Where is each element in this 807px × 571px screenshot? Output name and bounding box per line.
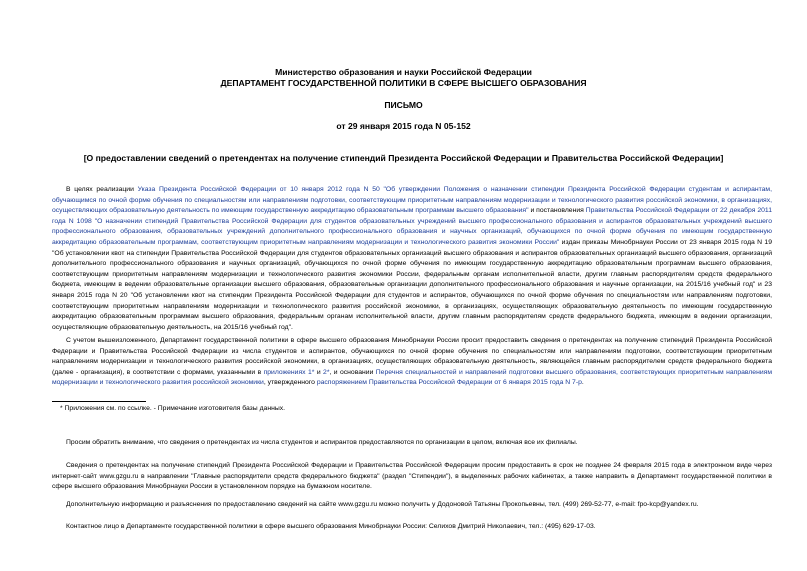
paragraph-2: С учетом вышеизложенного, Департамент государственной политики в сфере высшего образования Минобрнауки России просит предоставить сведения о претендентах на получение стипендий Президента Российской Федерации и Правительства Российской Федерации из числа студентов и аспирантов, обучающихся по очной форме обучения по специальностям или направлениям подготовки, соответствующим приоритетным направлениям модернизации и технологического развития российской экономики, в организациях, осуществляющих образовательную деятельность, являющейся главным распорядителем средств федерального бюджета (далее - организация), в соответствии с формами, указанными в приложениях 1* и 2*, и основании Перечня специальностей и направлений подготовки высшего образования, соответствующих приоритетным направлениям модернизации и технологического развития российской экономики, утвержденного распоряжением Правительства Российской Федерации от 6 января 2015 года N 7-р. (52, 337, 772, 387)
link-appendix-2[interactable]: 2* (323, 368, 330, 376)
paragraph-3: Просим обратить внимание, что сведения о претендентах из числа студентов и аспирантов предоставляются по организации в целом, включая все их филиалы. (66, 439, 578, 446)
link-presidential-decree[interactable]: Указа Президента Российской Федерации от 10 января 2012 года N 50 "Об утверждении Положения о назначении стипендии Президента Российской Федерации студентам и аспирантам, обучающимся по очной форме обучения по специальностям или направлениям подготовки, соответствующим приоритетным направлениям модернизации и технологического развития российской экономики, в организациях, осуществляющих образовательную деятельность по имеющим государственную аккредитацию образовательным программам высшего образования" (52, 186, 772, 215)
document-title: [О предоставлении сведений о претендентах на получение стипендий Президента Российской Федерации и Правительства Российской Федерации] (83, 153, 724, 163)
link-government-resolution[interactable]: Правительства Российской Федерации от 22 декабря 2011 года N 1098 "О назначении стипендий Правительства Российской Федерации для студентов образовательных учреждений высшего профессионального образования и аспирантов образовательных учреждений высшего профессионального образования, образовательных учреждений дополнительного профессионального образования и научных организаций, обучающихся по очной форме обучения по имеющим государственную аккредитацию образовательным программам, соответствующим приоритетным направлениям модернизации и технологического развития экономики России" (52, 207, 772, 246)
paragraph-5: Дополнительную информацию и разъяснения по предоставлению сведений на сайте www.gzgu.ru можно получить у Додоновой Татьяны Прокопьевны, тел. (499) 269-52-77, e-mail: fpo-kcp@yandex.ru. (66, 501, 699, 508)
ministry-name: Министерство образования и науки Российской Федерации (275, 67, 532, 77)
document-type: ПИСЬМО (384, 100, 423, 110)
link-appendix-1[interactable]: приложениях 1* (263, 368, 315, 376)
paragraph-4: Сведения о претендентах на получение стипендий Президента Российской Федерации и Правительства Российской Федерации просим предоставить в срок не позднее 24 февраля 2015 года в электронном виде через интернет-сайт www.gzgu.ru в направлении "Главные распорядители средств федерального бюджета" (раздел "Стипендии"), в выделенных рабочих кабинетах, а также направить в Департамент государственной политики в сфере высшего образования Минобрнауки России в установленном порядке на бумажном носителе. (52, 462, 772, 491)
footnote: * Приложения см. по ссылке. - Примечание изготовителя базы данных. (60, 405, 286, 412)
document-date-number: от 29 января 2015 года N 05-152 (336, 121, 471, 131)
paragraph-6: Контактное лицо в Департаменте государственной политики в сфере высшего образования Минобрнауки России: Селихов Дмитрий Николаевич, тел.: (495) 629-17-03. (66, 523, 596, 530)
link-specialties-list[interactable]: Перечня специальностей и направлений подготовки высшего образования, соответствующих приоритетным направлениям модернизации и технологического развития российской экономики (52, 368, 772, 387)
department-name: ДЕПАРТАМЕНТ ГОСУДАРСТВЕННОЙ ПОЛИТИКИ В СФЕРЕ ВЫСШЕГО ОБРАЗОВАНИЯ (220, 78, 587, 88)
link-government-order[interactable]: распоряжением Правительства Российской Федерации от 6 января 2015 года N 7-р (316, 379, 582, 387)
footnote-divider (52, 401, 146, 402)
paragraph-1: В целях реализации Указа Президента Российской Федерации от 10 января 2012 года N 50 "Об утверждении Положения о назначении стипендии Президента Российской Федерации студентам и аспирантам, обучающимся по очной форме обучения по специальностям или направлениям подготовки, соответствующим приоритетным направлениям модернизации и технологического развития российской экономики, в организациях, осуществляющих образовательную деятельность по имеющим государственную аккредитацию образовательным программам высшего образования" и постановления Правительства Российской Федерации от 22 декабря 2011 года N 1098 "О назначении стипендий Правительства Российской Федерации для студентов образовательных учреждений высшего профессионального образования и аспирантов образовательных учреждений высшего профессионального образования, образовательных учреждений дополнительного профессионального образования и научных организаций, обучающихся по очной форме обучения по имеющим государственную аккредитацию образовательным программам, соответствующим приоритетным направлениям модернизации и технологического развития экономики России" издан приказы Минобрнауки России от 23 января 2015 года N 19 "Об установлении квот на стипендии Правительства Российской Федерации для студентов образовательных организаций высшего образования и аспирантов образовательных организаций высшего образования, организаций дополнительного профессионального образования и научных организаций, обучающихся по очной форме обучения по имеющим государственную аккредитацию образовательным программам высшего образования, соответствующим приоритетным направлениям модернизации и технологического развития экономики России, федеральным органам исполнительной власти, другим главным распорядителям средств федерального бюджета, имеющим в ведении образовательные организации высшего образования, образовательные организации дополнительного профессионального образования и научные организации, на 2015/16 учебный год" и 23 января 2015 года N 20 "Об установлении квот на стипендии Президента Российской Федерации для студентов и аспирантов, обучающихся по очной форме обучения по специальностям или направлениям подготовки, соответствующим приоритетным направлениям модернизации и технологического развития российской экономики, в организациях, осуществляющих образовательную деятельность по имеющим государственную аккредитацию образовательным программам высшего образования, федеральным органам исполнительной власти, другим главным распорядителям средств федерального бюджета, имеющим в ведении организации, осуществляющие образовательную деятельность, на 2015/16 учебный год". (52, 186, 772, 331)
